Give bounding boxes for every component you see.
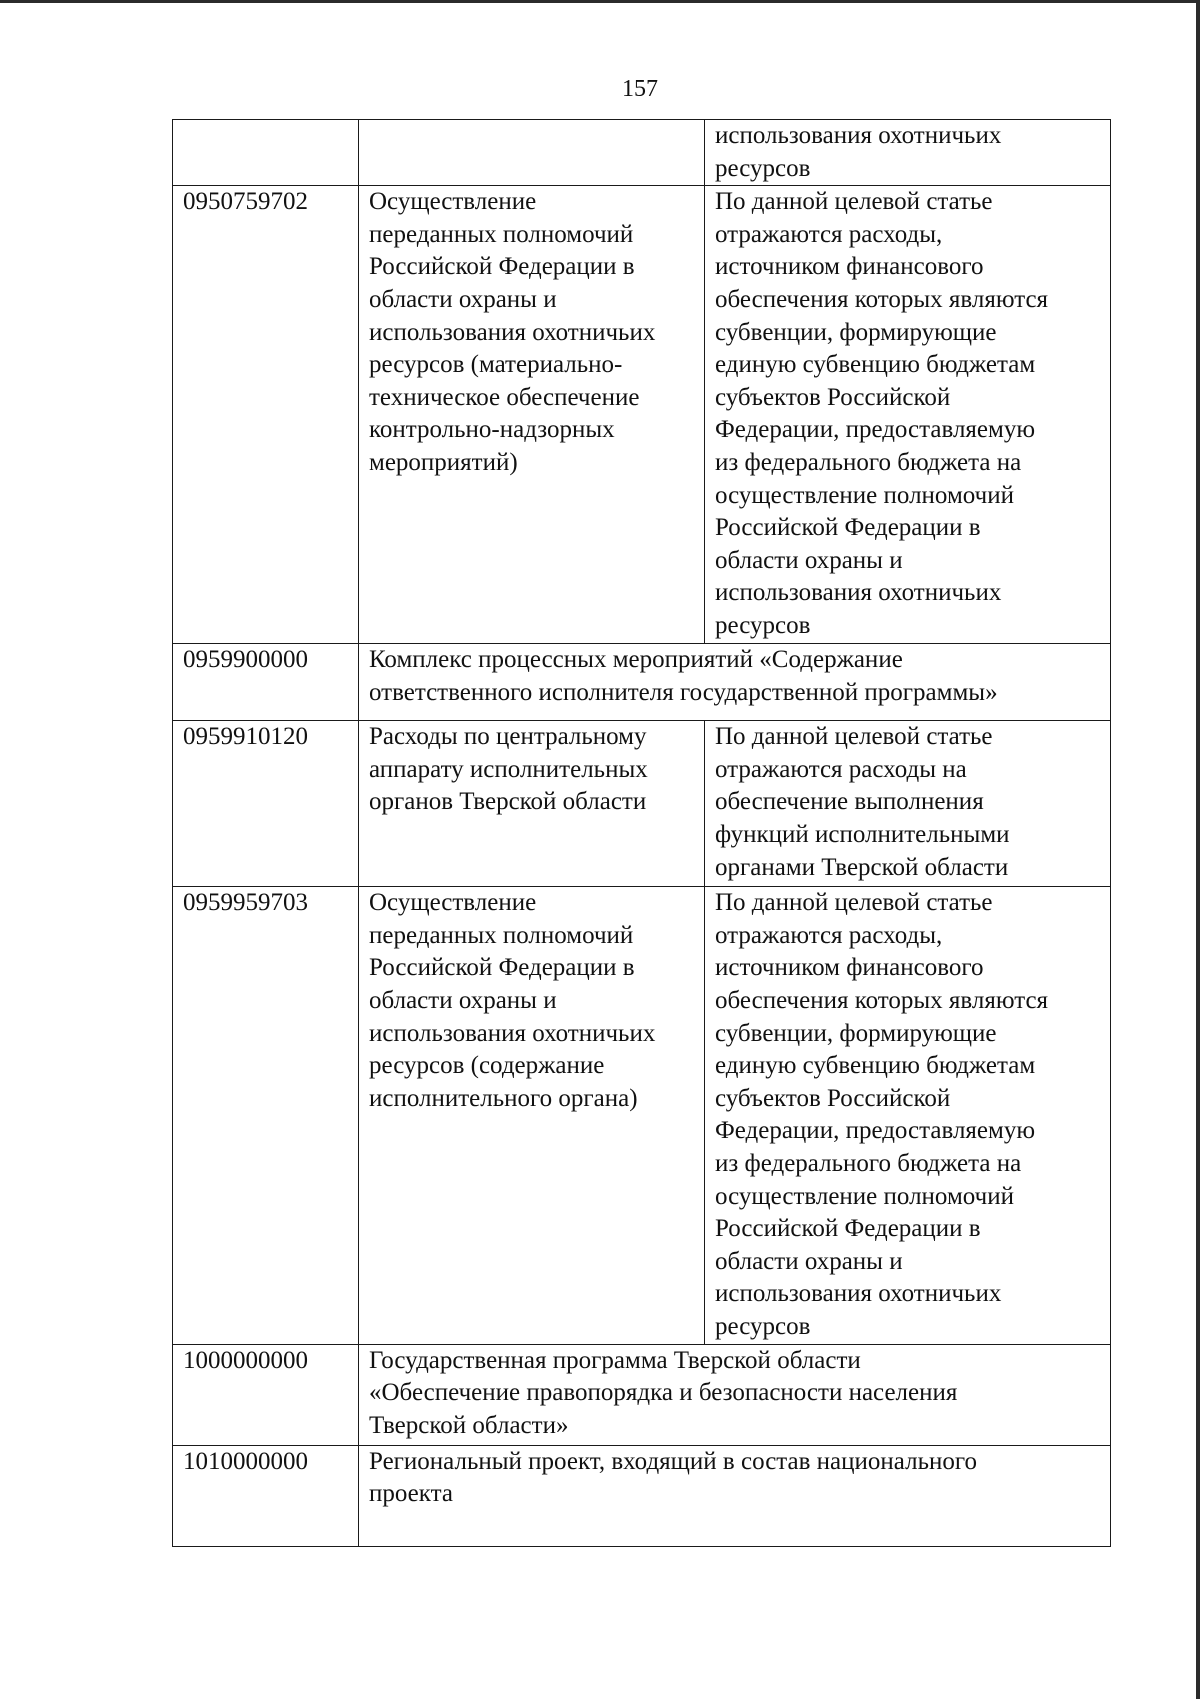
row-description: По данной целевой статье отражаются расходы на обеспечение выполнения функций исполнительными органами Тверской области <box>715 723 1010 881</box>
table-row <box>173 721 1111 887</box>
row-code-cell <box>173 721 359 887</box>
row-name-cell <box>359 721 705 887</box>
row-name-cell <box>359 120 705 186</box>
row-name-cell <box>359 887 705 1344</box>
row-description-cell <box>705 721 1111 887</box>
row-code: 1000000000 <box>183 1346 308 1374</box>
row-code-cell <box>173 120 359 186</box>
table-row <box>173 1344 1111 1445</box>
row-name-cell <box>359 186 705 644</box>
row-code-cell <box>173 644 359 721</box>
row-code: 0959900000 <box>183 646 308 674</box>
row-name: Осуществление переданных полномочий Российской Федерации в области охраны и использования охотничьих ресурсов (материально- техническое обеспечение контрольно-надзорных мероприятий) <box>369 188 656 476</box>
page-top-border <box>0 0 1200 3</box>
row-code-cell <box>173 1344 359 1445</box>
budget-classification-table <box>172 119 1111 1547</box>
row-code: 0950759702 <box>183 188 308 216</box>
row-code: 0959910120 <box>183 723 308 751</box>
row-description: использования охотничьих ресурсов <box>715 122 1002 182</box>
row-description-cell <box>705 120 1111 186</box>
row-code-cell <box>173 186 359 644</box>
row-code-cell <box>173 1445 359 1546</box>
row-description-cell <box>705 186 1111 644</box>
row-code: 1010000000 <box>183 1447 308 1475</box>
table-row <box>173 1445 1111 1546</box>
row-description-cell <box>705 887 1111 1344</box>
page-right-border <box>1196 0 1200 1699</box>
table-row <box>173 644 1111 721</box>
row-description: По данной целевой статье отражаются расходы, источником финансового обеспечения которых являются субвенции, формирующие единую субвенцию бюджетам субъектов Российской Федерации, предоставляемую из федерального бюджета на осуществление полномочий Российской Федерации в области охраны и использования охотничьих ресурсов <box>715 188 1049 639</box>
row-section-title: Государственная программа Тверской области «Обеспечение правопорядка и безопасности населения Тверской области» <box>369 1346 958 1439</box>
row-name: Расходы по центральному аппарату исполнительных органов Тверской области <box>369 723 648 816</box>
row-code: 0959959703 <box>183 889 308 917</box>
row-merged-cell <box>359 1344 1111 1445</box>
row-section-title: Региональный проект, входящий в состав национального проекта <box>369 1447 977 1508</box>
row-merged-cell <box>359 644 1111 721</box>
row-code-cell <box>173 887 359 1344</box>
table-row <box>173 186 1111 644</box>
row-description: По данной целевой статье отражаются расходы, источником финансового обеспечения которых являются субвенции, формирующие единую субвенцию бюджетам субъектов Российской Федерации, предоставляемую из федерального бюджета на осуществление полномочий Российской Федерации в области охраны и использования охотничьих ресурсов <box>715 889 1049 1340</box>
row-merged-cell <box>359 1445 1111 1546</box>
row-name: Осуществление переданных полномочий Российской Федерации в области охраны и использования охотничьих ресурсов (содержание исполнительного органа) <box>369 889 656 1112</box>
row-section-title: Комплекс процессных мероприятий «Содержание ответственного исполнителя государственной программы» <box>369 646 998 706</box>
table-row <box>173 887 1111 1344</box>
table-row <box>173 120 1111 186</box>
page-number: 157 <box>622 76 658 102</box>
